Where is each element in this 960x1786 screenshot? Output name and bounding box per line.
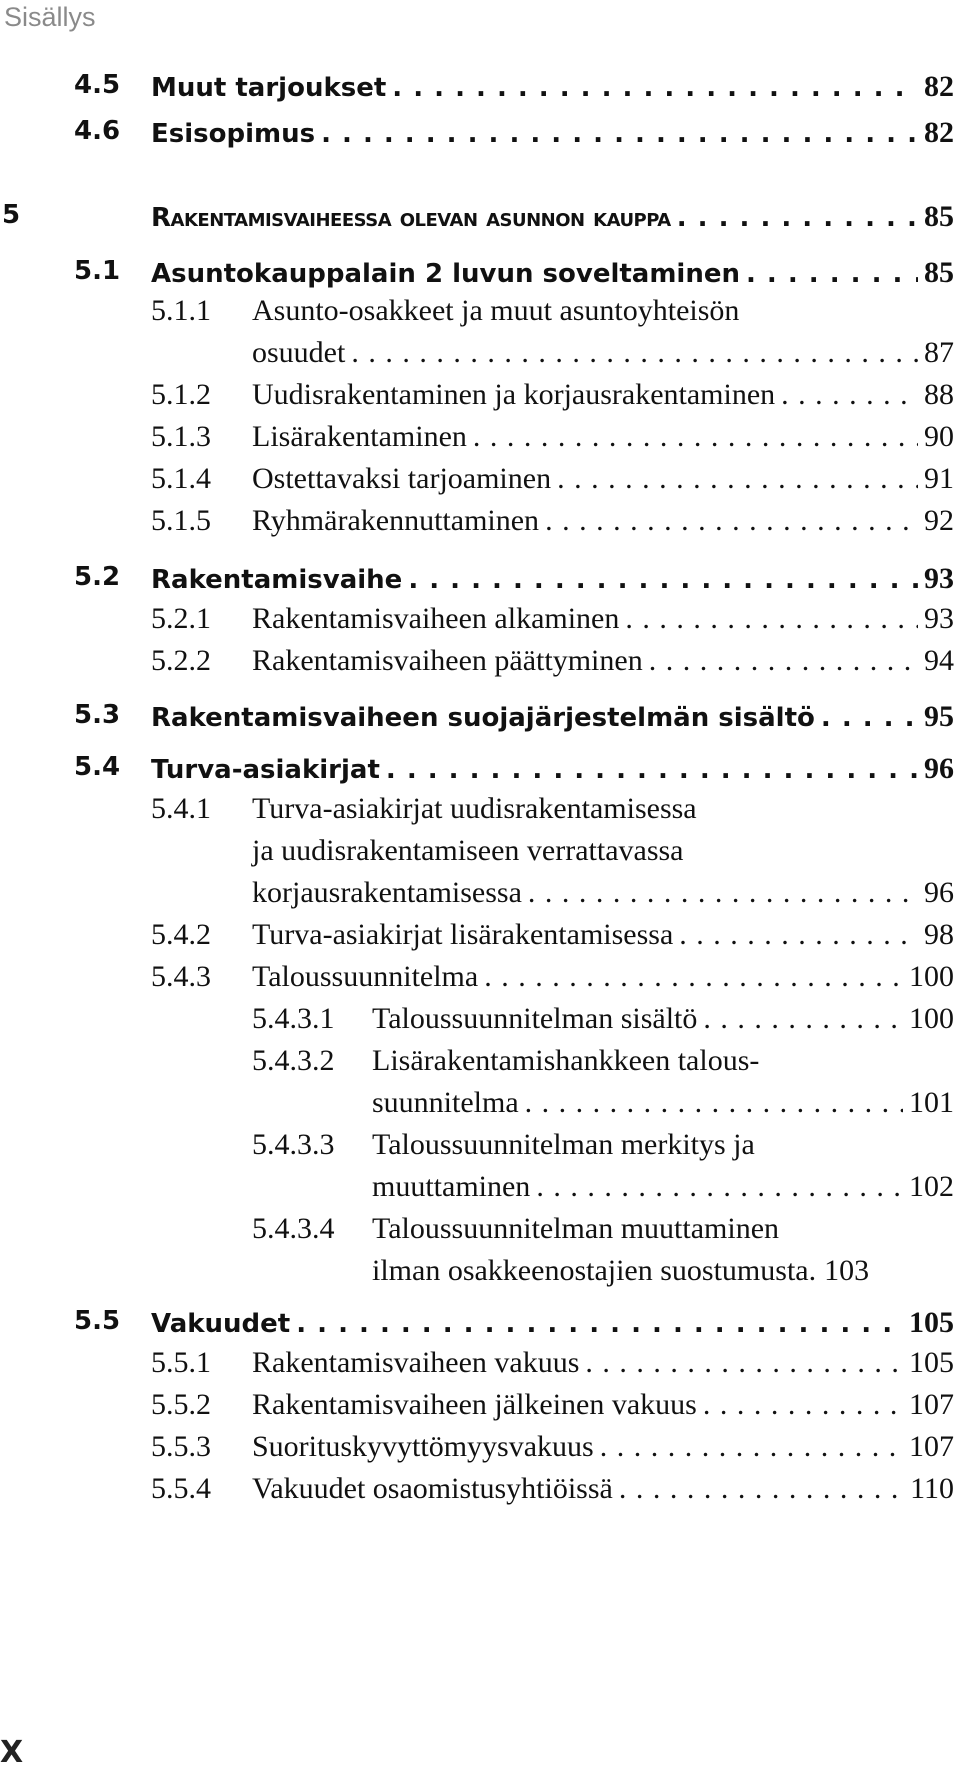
toc-title: Taloussuunnitelman merkitys ja [372,1128,755,1161]
toc-leader [557,462,918,496]
toc-number: 4.5 [74,70,121,100]
toc-leader [408,565,918,595]
toc-number: 5.4.2 [151,918,211,951]
toc-number: 5.5.2 [151,1388,211,1421]
toc-title: Turva-asiakirjat uudisrakentamisessa [252,792,697,825]
toc-page: 85 [924,200,954,233]
toc-subsubentry[interactable] [372,1086,954,1120]
toc-subentry[interactable] [151,420,954,454]
toc-page: 103 [824,1254,870,1287]
toc-subentry-first-line [151,792,954,826]
toc-title-cont: suunnitelma [372,1086,519,1119]
toc-number: 5.4.3 [151,960,211,993]
toc-title: Turva-asiakirjat [151,755,380,785]
toc-page: 91 [924,462,954,495]
toc-number: 5.1.5 [151,504,211,537]
toc-title: Rakentamisvaiheen jälkeinen vakuus [252,1388,697,1421]
toc-entry[interactable] [74,562,954,596]
toc-leader [677,203,918,233]
toc-subentry[interactable] [151,602,954,636]
toc-number: 5.1.4 [151,462,211,495]
toc-subentry[interactable] [151,1472,954,1506]
toc-leader [821,703,918,733]
toc-number: 5.1.2 [151,378,211,411]
toc-title: Muut tarjoukset [151,73,387,103]
toc-leader [703,1388,903,1422]
toc-subsubentry[interactable] [252,1002,954,1036]
toc-number: 5.5.3 [151,1430,211,1463]
toc-page: 93 [924,562,954,595]
toc-title: Taloussuunnitelman muuttaminen [372,1212,780,1245]
toc-subentry-middle-line [252,834,954,868]
toc-title: Rakentamisvaiheessa olevan asunnon kauppa [151,203,671,233]
toc-number: 5.4.3.2 [252,1044,335,1077]
toc-number: 5.1.1 [151,294,211,327]
toc-leader [619,1472,904,1506]
toc-leader [296,1309,903,1339]
toc-page: 102 [909,1170,954,1203]
toc-number: 5.5.4 [151,1472,211,1505]
toc-title-cont: ilman osakkeenostajien suostumusta. [372,1254,817,1287]
toc-page: 88 [924,378,954,411]
toc-number: 5.4.3.1 [252,1002,335,1035]
toc-number: 5.3 [74,700,121,730]
toc-title: Rakentamisvaiheen päättyminen [252,644,643,677]
toc-title: Asunto-osakkeet ja muut asuntoyhteisön [252,294,740,327]
toc-leader [703,1002,903,1036]
toc-page: 101 [909,1086,954,1119]
toc-number: 5 [2,200,21,230]
toc-leader [585,1346,903,1380]
toc-subsubentry-first-line [252,1212,954,1246]
toc-leader [484,960,903,994]
page-header: Sisällys [4,2,96,32]
toc-number: 5.4.3.4 [252,1212,335,1245]
toc-title: Suorituskyvyttömyysvakuus [252,1430,594,1463]
toc-page: 96 [924,876,954,909]
toc-title: Lisärakentamishankkeen talous- [372,1044,760,1077]
toc-entry[interactable] [74,256,954,290]
toc-leader [781,378,918,412]
toc-leader [649,644,918,678]
toc-page: 107 [909,1388,954,1421]
toc-subsubentry[interactable] [372,1254,954,1288]
toc-subsubentry-first-line [252,1128,954,1162]
toc-title: Vakuudet [151,1309,291,1339]
page-number: X [0,1735,24,1770]
toc-leader [536,1170,903,1204]
toc-subsubentry[interactable] [372,1170,954,1204]
toc-leader [473,420,918,454]
toc-page: 90 [924,420,954,453]
toc-title: Vakuudet osaomistusyhtiöissä [252,1472,613,1505]
toc-number: 5.4.3.3 [252,1128,335,1161]
toc-leader [321,119,918,149]
toc-number: 5.2.1 [151,602,211,635]
toc-title-cont: osuudet [252,336,346,369]
toc-entry[interactable] [74,1306,954,1340]
toc-subsubentry-first-line [252,1044,954,1078]
toc-title-cont: korjausrakentamisessa [252,876,522,909]
toc-subentry[interactable] [252,876,954,910]
toc-leader [392,73,918,103]
toc-title: Uudisrakentaminen ja korjausrakentaminen [252,378,776,411]
toc-subentry[interactable] [151,918,954,952]
toc-page: 107 [909,1430,954,1463]
toc-subentry[interactable] [151,960,954,994]
toc-leader [386,755,918,785]
toc-page: 94 [924,644,954,677]
toc-page: 87 [924,336,954,369]
toc-entry[interactable] [74,70,954,104]
toc-entry[interactable] [74,116,954,150]
toc-title: Ostettavaksi tarjoaminen [252,462,552,495]
toc-leader [679,918,918,952]
toc-leader [625,602,918,636]
toc-title: Taloussuunnitelma [252,960,479,993]
toc-title: Asuntokauppalain 2 luvun soveltaminen [151,259,740,289]
toc-leader [545,504,918,538]
toc-page: 96 [924,752,954,785]
toc-page: 98 [924,918,954,951]
toc-subentry[interactable] [151,462,954,496]
toc-subentry[interactable] [151,378,954,412]
toc-number: 5.5 [74,1306,121,1336]
toc-title: Rakentamisvaiheen vakuus [252,1346,580,1379]
toc-number: 5.5.1 [151,1346,211,1379]
toc-leader [746,259,918,289]
toc-number: 5.1.3 [151,420,211,453]
toc-leader [351,336,918,370]
toc-page: 100 [909,960,954,993]
toc-subentry[interactable] [151,1388,954,1422]
toc-entry[interactable] [74,752,954,786]
toc-page: 105 [909,1346,954,1379]
toc-page: 93 [924,602,954,635]
toc-subentry[interactable] [151,1346,954,1380]
toc-subentry[interactable] [151,1430,954,1464]
toc-title: Turva-asiakirjat lisärakentamisessa [252,918,674,951]
toc-title: Esisopimus [151,119,316,149]
toc-number: 5.2.2 [151,644,211,677]
toc-page: 82 [924,70,954,103]
toc-title-cont: muuttaminen [372,1170,531,1203]
toc-title: Taloussuunnitelman sisältö [372,1002,698,1035]
toc-page: 82 [924,116,954,149]
toc-title-cont: ja uudisrakentamiseen verrattavassa [252,834,684,867]
toc-leader [525,1086,903,1120]
toc-leader [600,1430,903,1464]
toc-subentry-first-line [151,294,954,328]
toc-page: 92 [924,504,954,537]
toc-title: Rakentamisvaiheen alkaminen [252,602,620,635]
toc-title: Ryhmärakennuttaminen [252,504,540,537]
toc-subentry[interactable] [252,336,954,370]
toc-number: 5.4 [74,752,121,782]
toc-page: 105 [909,1306,954,1339]
toc-title: Lisärakentaminen [252,420,467,453]
toc-chapter-entry[interactable] [2,200,954,234]
toc-title: Rakentamisvaihe [151,565,403,595]
toc-subentry[interactable] [151,644,954,678]
toc-subentry[interactable] [151,504,954,538]
toc-page: 100 [909,1002,954,1035]
toc-number: 5.1 [74,256,121,286]
toc-number: 5.2 [74,562,121,592]
toc-page: 110 [910,1472,954,1505]
toc-leader [528,876,918,910]
toc-number: 4.6 [74,116,121,146]
toc-page: 85 [924,256,954,289]
toc-entry[interactable] [74,700,954,734]
toc-page: 95 [924,700,954,733]
toc-title: Rakentamisvaiheen suojajärjestelmän sisältö [151,703,815,733]
toc-number: 5.4.1 [151,792,211,825]
